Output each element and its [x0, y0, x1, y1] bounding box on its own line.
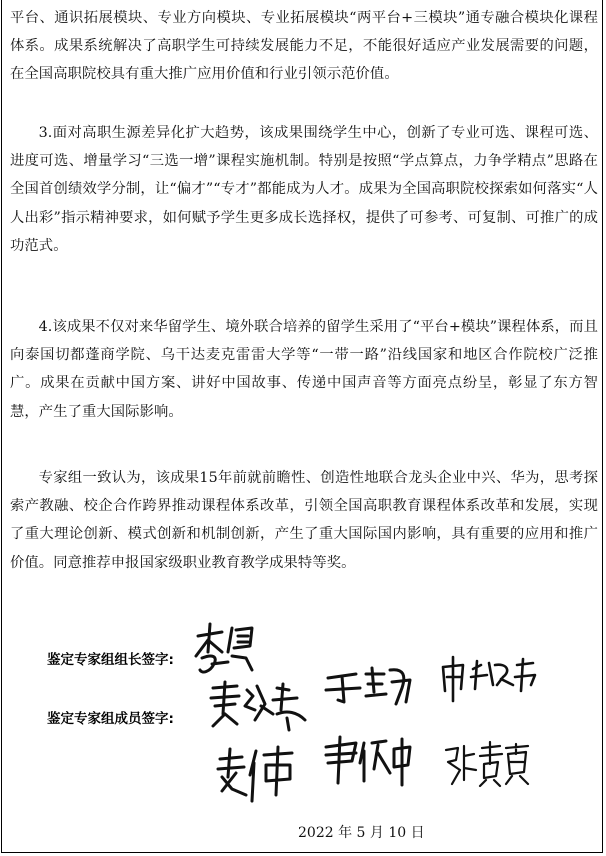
- paragraph-1: 平台、通识拓展模块、专业方向模块、专业拓展模块“两平台+三模块”通专融合模块化课程体系。成果系统解决了高职学生可持续发展能力不足，不能很好适应产业发展需要的问题，在全国高职院校具有重大推广应用价值和行业引领示范价值。: [10, 10, 598, 83]
- paragraph-3: 4.该成果不仅对来华留学生、境外联合培养的留学生采用了“平台+模块”课程体系，而且向泰国切都蓬商学院、乌干达麦克雷雷大学等“一带一路”沿线国家和地区合作院校广泛推广。成果在贡献中国方案、讲好中国故事、传递中国声音等方面亮点纷呈，彰显了东方智慧，产生了重大国际影响。: [10, 319, 598, 420]
- member-signature-6: [442, 740, 537, 790]
- member-signature-5: [322, 735, 417, 790]
- member-signature-3: [437, 655, 537, 705]
- leader-signature-label: 鉴定专家组组长签字:: [47, 652, 174, 668]
- member-signature-2: [322, 662, 417, 712]
- document-page: [1, 0, 603, 853]
- paragraph-4: 专家组一致认为，该成果15年前就前瞻性、创造性地联合龙头企业中兴、华为，思考探索产教融、校企合作跨界推动课程体系改革，引领全国高职教育课程体系改革和发展，实现了重大理论创新、模式创新和机制创新，产生了重大国际国内影响，具有重要的应用和推广价值。同意推荐申报国家级职业教育教学成果特等奖。: [10, 470, 598, 571]
- document-date: 2022 年 5 月 10 日: [298, 825, 425, 841]
- members-signature-label: 鉴定专家组成员签字:: [47, 711, 174, 727]
- paragraph-2: 3.面对高职生源差异化扩大趋势，该成果围绕学生中心，创新了专业可选、课程可选、进度可选、增量学习“三选一增”课程实施机制。特别是按照“学点算点，力争学精点”思路在全国首创绩效学分制，让“偏才”“专才”都能成为人才。成果为全国高职院校探索如何落实“人人出彩”指示精神要求，如何赋予学生更多成长选择权，提供了可参考、可复制、可推广的成功范式。: [10, 125, 598, 254]
- member-signature-1: [207, 680, 312, 735]
- leader-signature: [192, 622, 262, 682]
- member-signature-4: [212, 745, 302, 805]
